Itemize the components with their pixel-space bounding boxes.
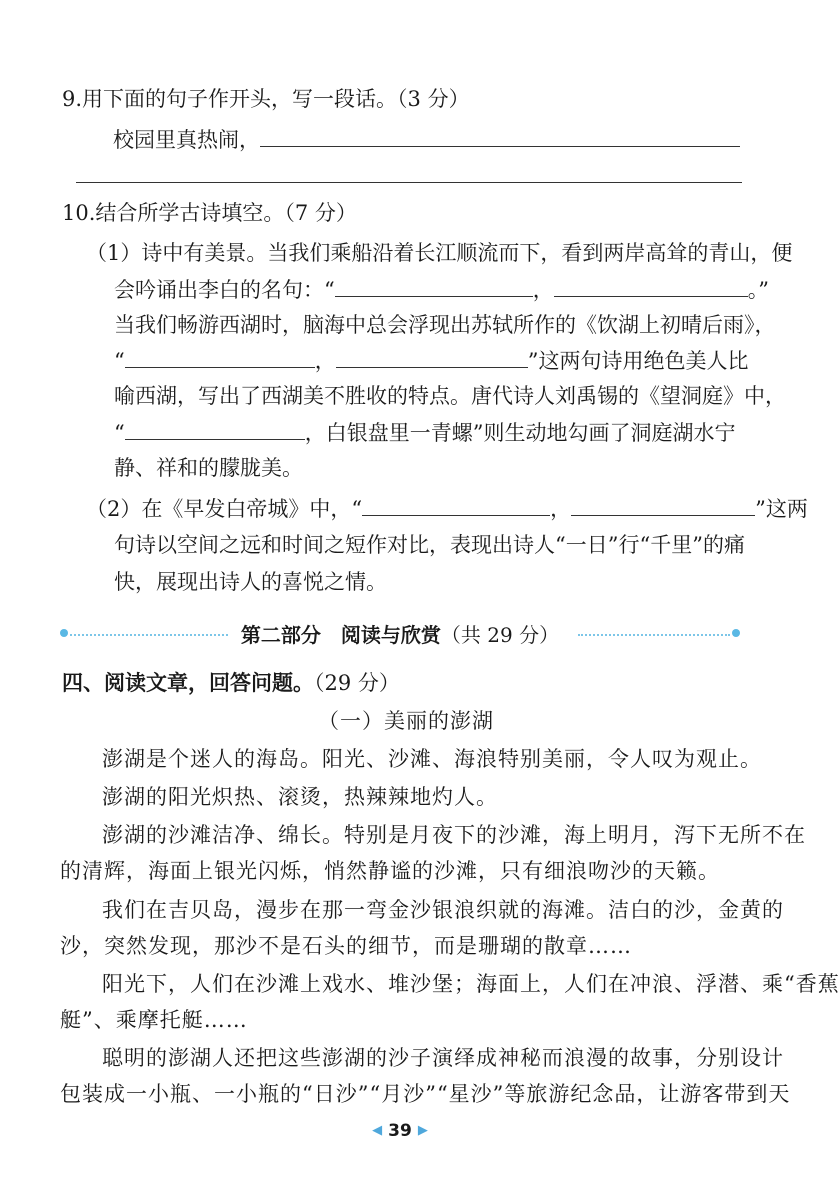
article-line [102,895,784,925]
q10-p1-text-1: （1）诗中有美景。当我们乘船沿着长江顺流而下，看到两岸高耸的青山，便 [86,241,793,265]
article-line [102,1043,784,1073]
q10-p1-line6 [114,417,735,448]
article-line [102,969,840,999]
q10-p2-line3 [114,567,387,597]
q10-p1-line5 [114,381,786,411]
article-line [60,1005,248,1035]
q10-p1-text-3: 当我们畅游西湖时，脑海中总会浮现出苏轼所作的《饮湖上初晴后雨》， [114,313,776,337]
article-title-text: （一）美丽的澎湖 [318,709,494,733]
divider-dot-right [732,629,740,637]
article-text: 沙，突然发现，那沙不是石头的细节，而是珊瑚的散章…… [60,934,632,958]
article-line [60,931,632,961]
part-4-title [62,668,400,698]
q10-p1-line4 [114,345,749,376]
question-9-title [62,84,470,114]
q10-p1-line7 [114,453,303,483]
question-9-starter-line [113,124,740,155]
q10-p1-text-4c: ”这两句诗用绝色美人比 [527,349,749,373]
answer-blank[interactable] [336,345,528,368]
article-text: 澎湖的阳光炽热、滚烫，热辣辣地灼人。 [102,785,498,809]
answer-blank[interactable] [554,274,748,297]
article-text: 艇”、乘摩托艇…… [60,1008,248,1032]
article-text: 我们在吉贝岛，漫步在那一弯金沙银浪织就的海滩。洁白的沙，金黄的 [102,898,784,922]
q10-p1-text-7: 静、祥和的朦胧美。 [114,456,303,480]
part-4-title-main: 四、阅读文章，回答问题。 [62,671,314,695]
question-10-text: 10.结合所学古诗填空。（7 分） [62,201,357,225]
answer-line[interactable] [76,182,742,183]
article-text: 澎湖是个迷人的海岛。阳光、沙滩、海浪特别美丽，令人叹为观止。 [102,747,762,771]
divider-dots-right [578,634,730,636]
left-arrow-icon: ◀ [372,1123,383,1138]
section-2-divider [60,616,740,656]
q10-p2-text-3: 快，展现出诗人的喜悦之情。 [114,570,387,594]
q10-p2-line2 [114,530,745,560]
answer-blank[interactable] [125,417,305,440]
q10-p2-text-1a: （2）在《早发白帝城》中，“ [86,497,363,521]
article-line [102,782,498,812]
article-line [102,744,762,774]
answer-blank[interactable] [335,274,533,297]
q10-p2-text-1c: ”这两 [755,497,808,521]
q10-p2-text-1b: ， [550,497,572,521]
article-text: 阳光下，人们在沙滩上戏水、堆沙堡；海面上，人们在冲浪、浮潜、乘“香蕉 [102,972,840,996]
q10-p1-text-6b: ，白银盘里一青螺”则生动地勾画了洞庭湖水宁 [304,421,736,445]
q10-p1-line3 [114,310,776,340]
q10-p1-text-2b: ， [532,278,554,302]
answer-blank[interactable] [362,493,550,516]
page-number [360,1120,440,1150]
article-line [60,856,720,886]
part-4-title-score: （29 分） [314,671,400,695]
question-9-starter: 校园里真热闹， [113,128,260,152]
article-text: 的清辉，海面上银光闪烁，悄然静谧的沙滩，只有细浪吻沙的天籁。 [60,859,720,883]
article-text: 聪明的澎湖人还把这些澎湖的沙子演绎成神秘而浪漫的故事，分别设计 [102,1046,784,1070]
answer-blank[interactable] [125,345,315,368]
q10-p1-line1 [86,238,792,268]
q10-p1-text-6a: “ [114,421,125,445]
q10-p2-text-2: 句诗以空间之远和时间之短作对比，表现出诗人“一日”行“千里”的痛 [114,533,745,557]
page-number-text: 39 [388,1120,412,1141]
article-text: 包装成一小瓶、一小瓶的“日沙”“月沙”“星沙”等旅游纪念品，让游客带到天 [60,1082,791,1106]
question-10-title [62,198,357,228]
section-2-title-main: 第二部分 阅读与欣赏 [240,623,441,647]
q10-p1-text-4a: “ [114,349,125,373]
article-line [60,1079,790,1109]
q10-p1-text-2c: 。” [747,278,769,302]
q10-p1-text-4b: ， [314,349,336,373]
right-arrow-icon: ▶ [417,1123,428,1138]
q10-p1-line2 [114,274,769,305]
question-9-text: 9.用下面的句子作开头，写一段话。（3 分） [62,87,470,111]
q10-p1-text-5: 喻西湖，写出了西湖美不胜收的特点。唐代诗人刘禹锡的《望洞庭》中， [114,384,786,408]
q10-p1-text-2a: 会吟诵出李白的名句：“ [114,278,335,302]
article-title [318,706,494,736]
article-line [102,820,806,850]
section-2-title-score: （共 29 分） [440,623,560,647]
q10-p2-line1 [86,493,808,524]
answer-blank[interactable] [260,124,740,147]
article-text: 澎湖的沙滩洁净、绵长。特别是月夜下的沙滩，海上明月，泻下无所不在 [102,823,806,847]
answer-blank[interactable] [571,493,755,516]
